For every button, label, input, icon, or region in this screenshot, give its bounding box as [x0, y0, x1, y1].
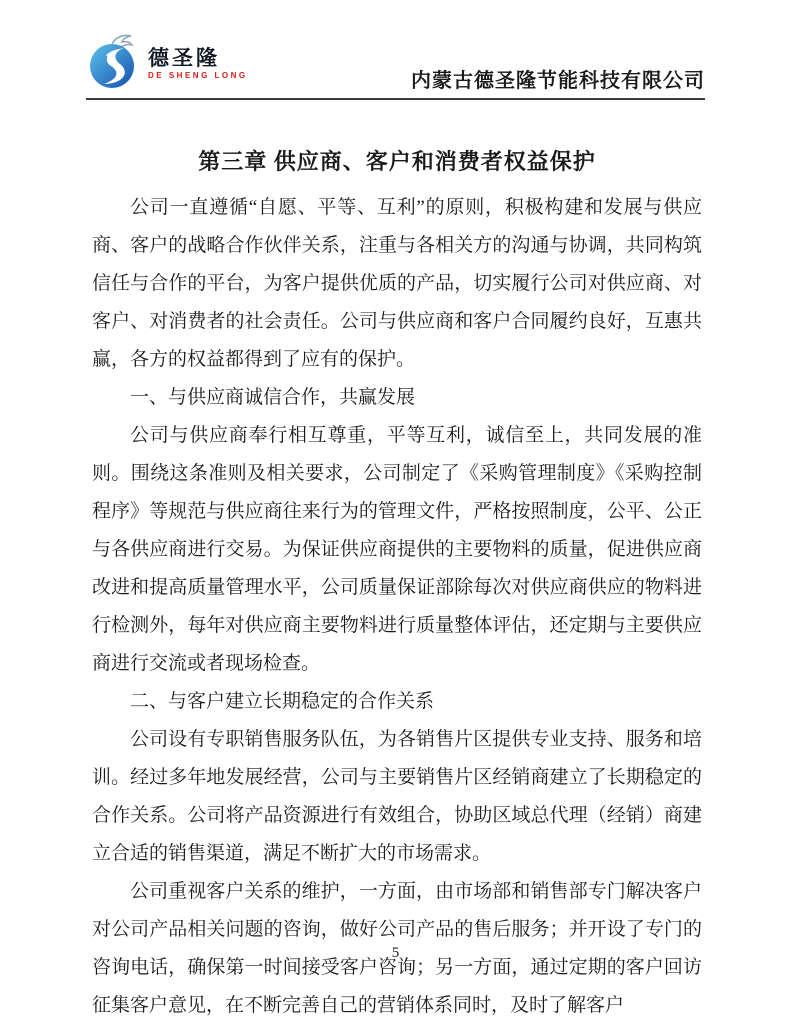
paragraph-list: [92, 189, 702, 1024]
paragraph: 公司一直遵循“自愿、平等、互利”的原则，积极构建和发展与供应商、客户的战略合作伙伴关系，注重与各相关方的沟通与协调，共同构筑信任与合作的平台，为客户提供优质的产品，切实履行公司对供应商、对客户、对消费者的社会责任。公司与供应商和客户合同履约良好，互惠共赢，各方的权益都得到了应有的保护。: [92, 197, 702, 370]
paragraph: 公司设有专职销售服务队伍，为各销售片区提供专业支持、服务和培训。经过多年地发展经营，公司与主要销售片区经销商建立了长期稳定的合作关系。公司将产品资源进行有效组合，协助区域总代理（经销）商建立合适的销售渠道，满足不断扩大的市场需求。: [92, 729, 702, 864]
dragon-logo-icon: [86, 31, 144, 96]
header-company-name: 内蒙古德圣隆节能科技有限公司: [411, 70, 705, 92]
page-header: [86, 30, 705, 100]
logo-chinese-name: 德圣隆: [148, 46, 220, 70]
paragraph: 公司与供应商奉行相互尊重，平等互利，诚信至上，共同发展的准则。围绕这条准则及相关要求，公司制定了《采购管理制度》《采购控制程序》等规范与供应商往来行为的管理文件，严格按照制度，公平、公正与各供应商进行交易。为保证供应商提供的主要物料的质量，促进供应商改进和提高质量管理水平，公司质量保证部除每次对供应商供应的物料进行检测外，每年对供应商主要物料进行质量整体评估，还定期与主要供应商进行交流或者现场检查。: [92, 425, 702, 674]
logo-english-name: DE SHENG LONG: [148, 70, 248, 80]
document-body: [92, 143, 702, 1024]
section-heading: 二、与客户建立长期稳定的合作关系: [130, 691, 435, 712]
company-logo: [86, 31, 248, 96]
logo-wordmark: [148, 48, 248, 80]
page-number: 5: [391, 945, 400, 961]
section-heading: 一、与供应商诚信合作，共赢发展: [130, 387, 416, 408]
chapter-title: 第三章 供应商、客户和消费者权益保护: [198, 149, 596, 174]
paragraph: 公司重视客户关系的维护，一方面，由市场部和销售部专门解决客户对公司产品相关问题的咨询，做好公司产品的售后服务；并开设了专门的咨询电话，确保第一时间接受客户咨询；另一方面，通过定期的客户回访征集客户意见，在不断完善自己的营销体系同时，及时了解客户: [92, 881, 702, 1016]
